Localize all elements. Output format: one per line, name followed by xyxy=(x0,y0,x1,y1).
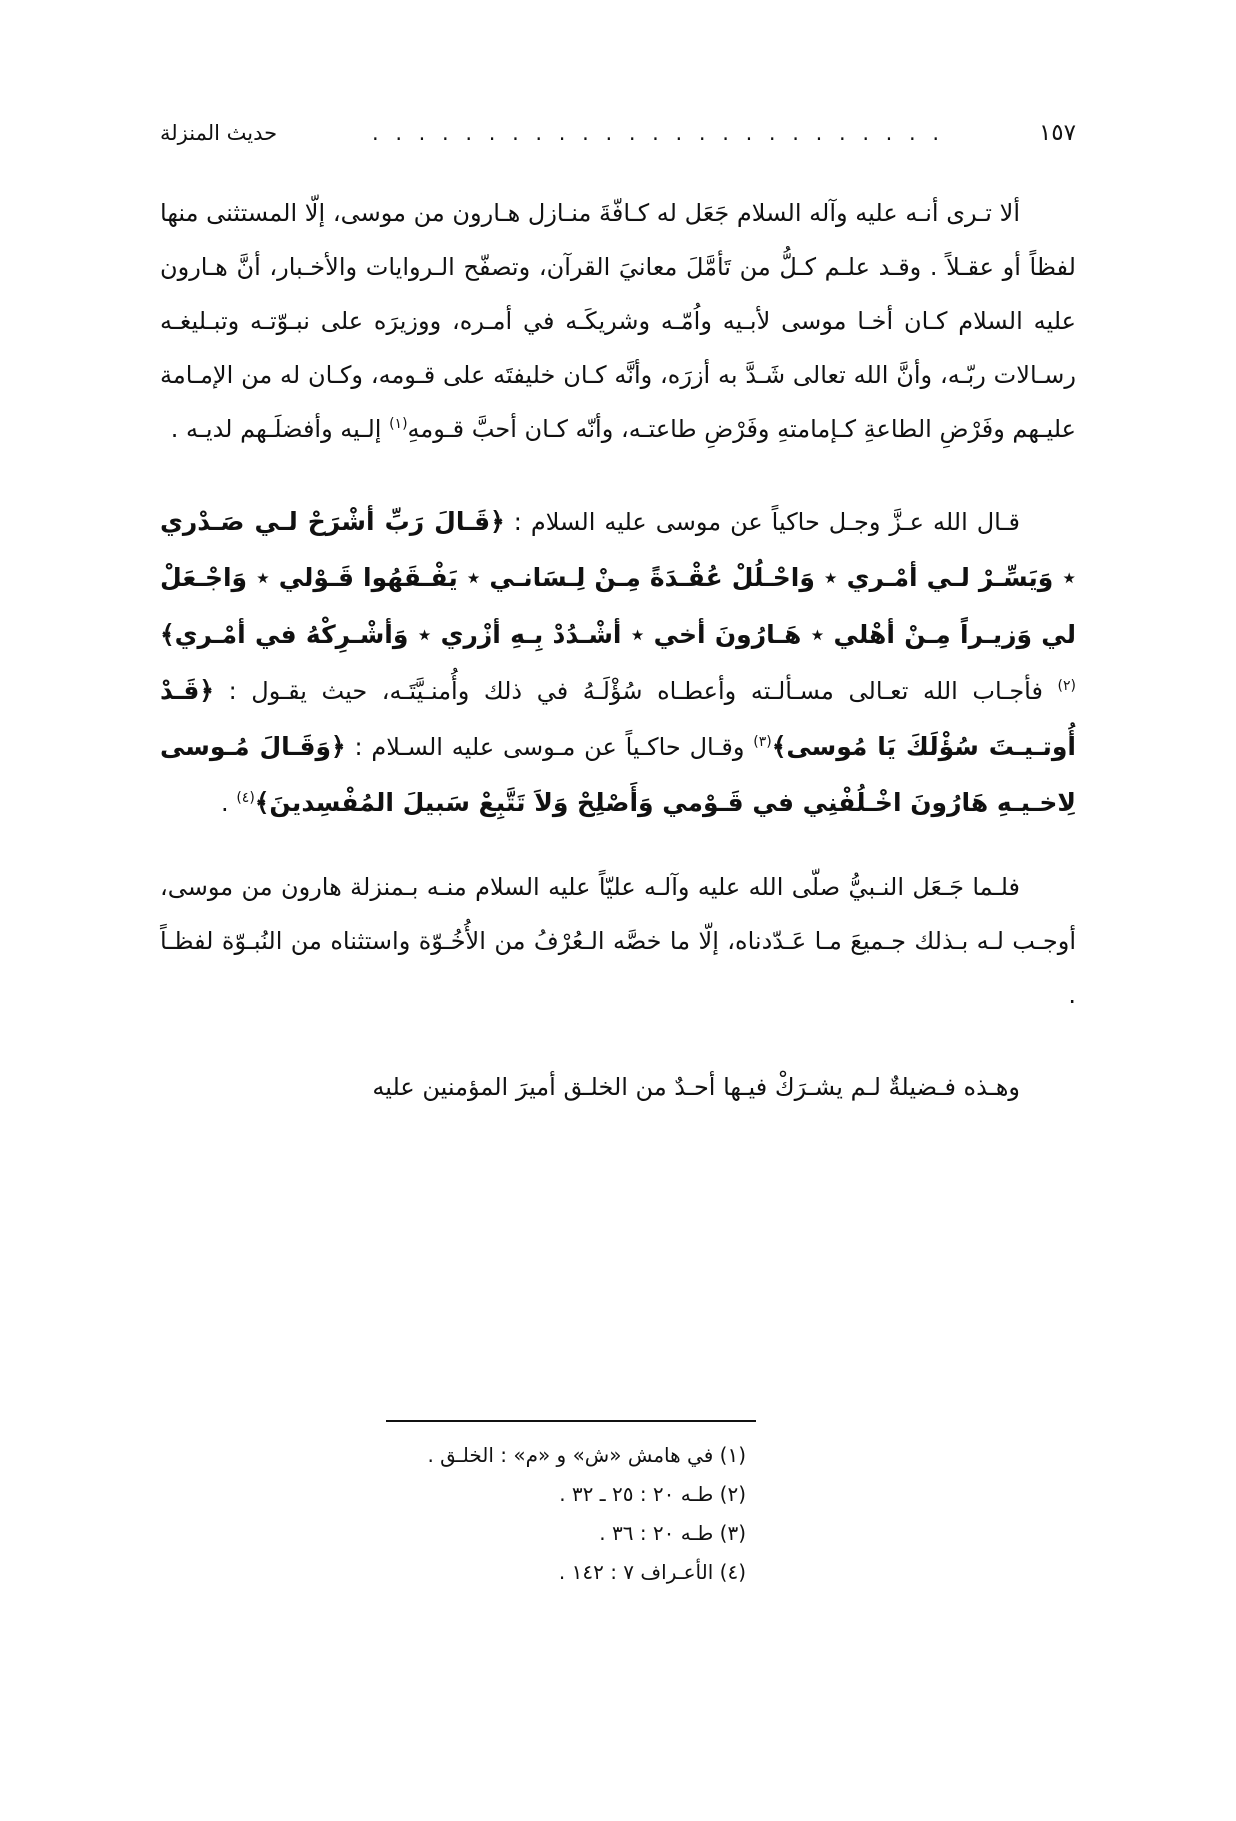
footnote-text: طـه ٢٠ : ٢٥ ـ ٣٢ . xyxy=(559,1482,714,1506)
paragraph-1-text: ألا تـرى أنـه عليه وآله السلام جَعَل له كـافّةَ منـازل هـارون من موسى، إلّا المستثنى منها لفظاً أو عقـلاً . وقـد علـم كـلُّ من تَأمَّلَ معانيَ القرآن، وتصفّح الـروايات والأخـبار، أنَّ هـارون عليه السلام كـان أخـا موسى لأبـيه واُمّـه وشريكَـه في أمـره، ووزيرَه على نبـوّتـه وتبـليغـه رسـالات ربّـه، وأنَّ الله تعالى شَـدَّ به أزرَه، وأنَّه كـان خليفتَه على قـومه، وكـان له من الإمـامة عليـهم وفَرْضِ الطاعةِ كـإمامتهِ وفَرْضِ طاعتـه، وأنّه كـان أحبَّ قـومهِ xyxy=(160,199,1076,443)
footnote-divider xyxy=(386,1420,756,1422)
footnote-ref-4[interactable]: (٤) xyxy=(236,790,255,807)
header-dot-leader: . . . . . . . . . . . . . . . . . . . . . . . . . xyxy=(371,121,945,145)
footnote-marker: (٣) xyxy=(719,1521,746,1545)
page-number: ١٥٧ xyxy=(1038,120,1076,146)
footnote-marker: (١) xyxy=(719,1443,746,1467)
footnote-text: في هامش «ش» و «م» : الخلـق . xyxy=(427,1443,714,1467)
page-content xyxy=(160,120,1076,1130)
footnote-item xyxy=(160,1514,1076,1553)
footnote-ref-2[interactable]: (٢) xyxy=(1057,677,1076,694)
paragraph-2 xyxy=(160,494,1076,832)
quran-quote-3: ﴿وَقَـالَ مُـوسى لِاخـيـهِ هَارُونَ اخْـلُفْنِي في قَـوْمي وَأَصْلِحْ وَلاَ تَتَّبِعْ سَبيلَ المُفْسِدينَ﴾ xyxy=(160,732,1076,818)
paragraph-2-intro: قـال الله عـزَّ وجـل حاكياً عن موسى عليه السلام : xyxy=(504,508,1020,536)
footnote-section xyxy=(160,1420,1076,1592)
paragraph-1-tail: إلـيه وأفضلَـهم لديـه . xyxy=(170,415,390,443)
footnote-text: الأعـراف ٧ : ١٤٢ . xyxy=(558,1560,714,1584)
quran-quote-2: ﴿قَـدْ أُوتـيـتَ سُؤْلَكَ يَا مُوسى﴾ xyxy=(160,675,1077,761)
footnote-item xyxy=(160,1436,1076,1475)
footnote-text: طـه ٢٠ : ٣٦ . xyxy=(599,1521,714,1545)
paragraph-2-mid: فأجـاب الله تعـالى مسـألـته وأعطـاه سُؤْلَـهُ في ذلك وأُمنـيَّتَـه، حيث يقـول : xyxy=(214,676,1058,705)
footnote-item xyxy=(160,1553,1076,1592)
quran-quote-1: ﴿قَـالَ رَبِّ أشْرَحْ لـي صَـدْري ٭ وَيَسِّـرْ لـي أمْـري ٭ وَاحْـلُلْ عُقْـدَةً مِـنْ لِـسَانـي ٭ يَفْـقَهُوا قَـوْلي ٭ وَاجْـعَلْ لي وَزيـراً مِـنْ أهْلي ٭ هَـارُونَ أخي ٭ أشْـدُدْ بِـهِ أزْري ٭ وَأشْـرِكْهُ في أمْـري﴾ xyxy=(160,507,1076,649)
footnote-ref-1[interactable]: (١) xyxy=(389,416,408,432)
footnote-ref-3[interactable]: (٣) xyxy=(753,734,772,750)
paragraph-1 xyxy=(160,186,1076,456)
running-title: حديث المنزلة xyxy=(160,121,278,145)
paragraph-3 xyxy=(160,860,1076,1022)
paragraph-2-mid-2: وقـال حاكـياً عن مـوسى عليه السـلام : xyxy=(345,733,754,761)
paragraph-3-text: فلـما جَـعَل النـبيُّ صلّى الله عليه وآلـه عليّاً عليه السلام منـه بـمنزلة هارون من موسى، أوجـب لـه بـذلك جـميعَ مـا عَـدّدناه، إلّا ما خصَّه الـعُرْفُ من الأُخُـوّة واستثناه من النُبـوّة لفظـاً . xyxy=(160,872,1076,1009)
footnote-marker: (٢) xyxy=(719,1482,746,1506)
paragraph-4 xyxy=(160,1060,1076,1114)
paragraph-2-end: . xyxy=(221,789,237,818)
footnote-marker: (٤) xyxy=(719,1560,746,1584)
page-header xyxy=(160,120,1076,146)
footnote-item xyxy=(160,1475,1076,1514)
paragraph-4-text: وهـذه فـضيلةٌ لـم يشـرَكْ فيـها أحـدٌ من الخلـق أميرَ المؤمنين عليه xyxy=(372,1072,1020,1101)
